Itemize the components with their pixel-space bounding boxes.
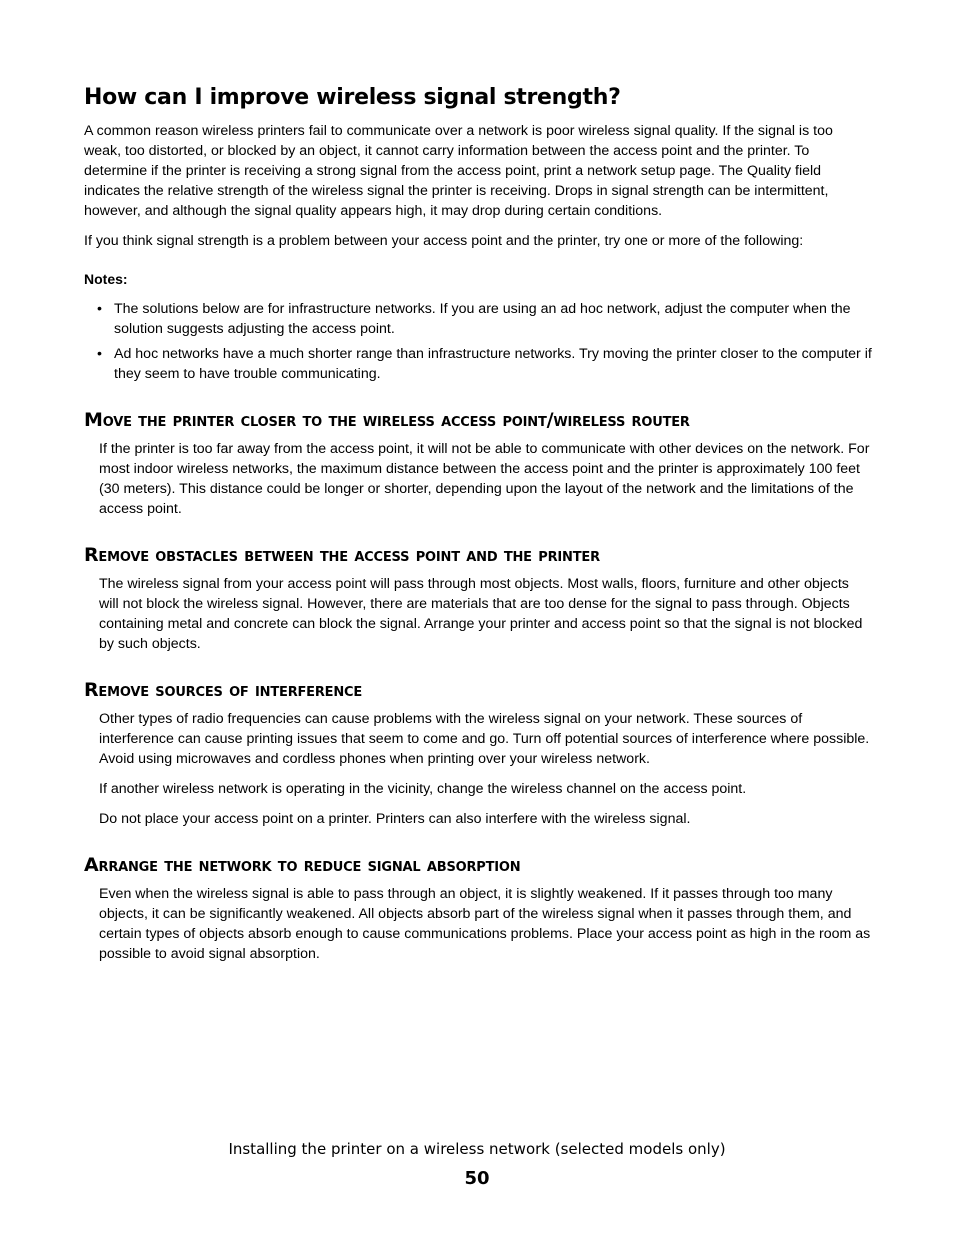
- note-item: [84, 299, 872, 339]
- footer-title: Installing the printer on a wireless network (selected models only): [228, 1140, 726, 1158]
- note-text: The solutions below are for infrastructure networks. If you are using an ad hoc network, adjust the computer when the solution suggests adjusting the access point.: [114, 301, 851, 337]
- note-text: Ad hoc networks have a much shorter range than infrastructure networks. Try moving the printer closer to the computer if they seem to have trouble communicating.: [114, 346, 872, 382]
- section-paragraph: Other types of radio frequencies can cause problems with the wireless signal on your network. These sources of interference can cause printing issues that seem to come and go. Turn off potential sources of interference where possible. Avoid using microwaves and cordless phones when printing over your wireless network.: [99, 711, 870, 767]
- page-content: [84, 84, 872, 974]
- section-heading: Move the printer closer to the wireless access point/wireless router: [84, 409, 690, 431]
- section-heading: Remove sources of interference: [84, 679, 363, 701]
- section-body: [84, 439, 872, 519]
- bullet-icon: •: [97, 346, 102, 362]
- section-paragraph: If another wireless network is operating in the vicinity, change the wireless channel on the access point.: [99, 781, 747, 797]
- notes-label: Notes:: [84, 271, 128, 287]
- page-number: 50: [464, 1168, 490, 1189]
- bullet-icon: •: [97, 301, 102, 317]
- section-paragraph: Even when the wireless signal is able to pass through an object, it is slightly weakened. If it passes through too many objects, it can be significantly weakened. All objects absorb part of the wireless signal when it passes through them, and certain types of objects absorb enough to cause communications problems. Place your access point as high in the room as possible to avoid signal absorption.: [99, 886, 871, 962]
- section-body: [84, 884, 872, 964]
- notes-list: [84, 299, 872, 384]
- section-paragraph: If the printer is too far away from the access point, it will not be able to communicate with other devices on the network. For most indoor wireless networks, the maximum distance between the access point and the printer is approximately 100 feet (30 meters). This distance could be longer or shorter, depending upon the layout of the network and the limitations of the access point.: [99, 441, 870, 517]
- intro-paragraph: If you think signal strength is a problem between your access point and the printer, try one or more of the following:: [84, 233, 804, 249]
- page-heading: How can I improve wireless signal strength?: [84, 85, 621, 110]
- page-footer: [0, 1138, 954, 1190]
- section-heading: Remove obstacles between the access point and the printer: [84, 544, 600, 566]
- section-paragraph: The wireless signal from your access point will pass through most objects. Most walls, floors, furniture and other objects will not block the wireless signal. However, there are materials that are too dense for the signal to pass through. Objects containing metal and concrete can block the signal. Arrange your printer and access point so that the signal is not blocked by such objects.: [99, 576, 863, 652]
- intro-paragraph: A common reason wireless printers fail to communicate over a network is poor wireless signal quality. If the signal is too weak, too distorted, or blocked by an object, it cannot carry information between the access point and the printer. To determine if the printer is receiving a strong signal from the access point, print a network setup page. The Quality field indicates the relative strength of the wireless signal the printer is receiving. Drops in signal strength can be intermittent, however, and although the signal quality appears high, it may drop during certain conditions.: [84, 123, 833, 219]
- section-heading: Arrange the network to reduce signal absorption: [84, 854, 521, 876]
- note-item: [84, 344, 872, 384]
- section-paragraph: Do not place your access point on a printer. Printers can also interfere with the wireless signal.: [99, 811, 691, 827]
- section-body: [84, 709, 872, 829]
- section-body: [84, 574, 872, 654]
